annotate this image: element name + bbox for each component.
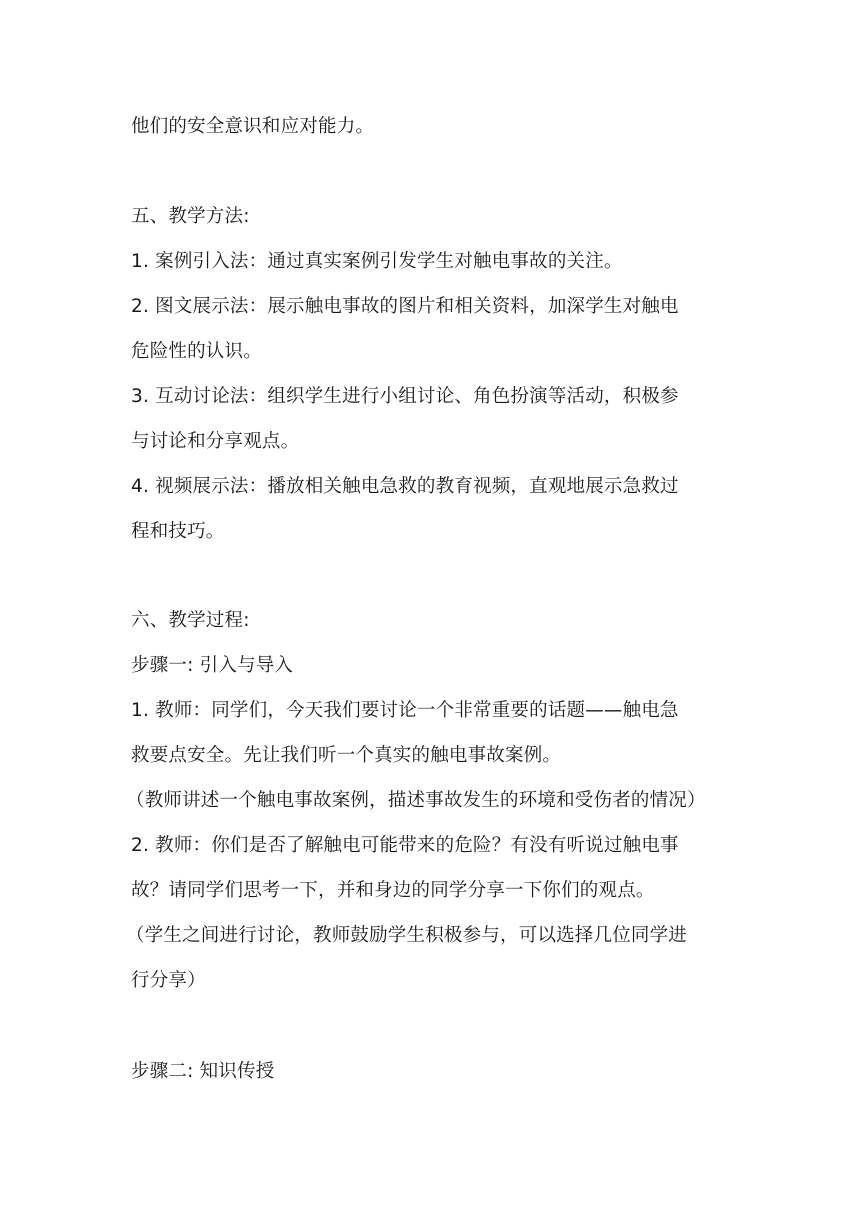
text-line: 救要点安全。先让我们听一个真实的触电事故案例。 [131, 745, 562, 766]
text-line: 3. 互动讨论法：组织学生进行小组讨论、角色扮演等活动，积极参 [131, 386, 679, 407]
text-line: 故？请同学们思考一下，并和身边的同学分享一下你们的观点。 [131, 880, 655, 901]
step-heading-two: 步骤二: 知识传授 [131, 1061, 275, 1082]
text-line: 2. 教师：你们是否了解触电可能带来的危险？有没有听说过触电事 [131, 835, 679, 856]
section-heading-process: 六、教学过程: [131, 610, 250, 631]
text-line: 2. 图文展示法：展示触电事故的图片和相关资料，加深学生对触电 [131, 296, 679, 317]
text-line: 程和技巧。 [131, 521, 225, 542]
text-line: 与讨论和分享观点。 [131, 431, 300, 452]
text-line: （教师讲述一个触电事故案例，描述事故发生的环境和受伤者的情况） [126, 790, 706, 811]
text-line: 危险性的认识。 [131, 341, 262, 362]
text-line: （学生之间进行讨论，教师鼓励学生积极参与，可以选择几位同学进 [126, 925, 688, 946]
text-line: 1. 案例引入法：通过真实案例引发学生对触电事故的关注。 [131, 251, 623, 272]
section-heading-methods: 五、教学方法: [131, 206, 250, 227]
text-line: 行分享） [131, 970, 206, 991]
text-line: 4. 视频展示法：播放相关触电急救的教育视频，直观地展示急救过 [131, 476, 679, 497]
text-line: 1. 教师：同学们，今天我们要讨论一个非常重要的话题——触电急 [131, 700, 679, 721]
step-heading-one: 步骤一: 引入与导入 [131, 655, 294, 676]
text-line: 他们的安全意识和应对能力。 [131, 116, 375, 137]
